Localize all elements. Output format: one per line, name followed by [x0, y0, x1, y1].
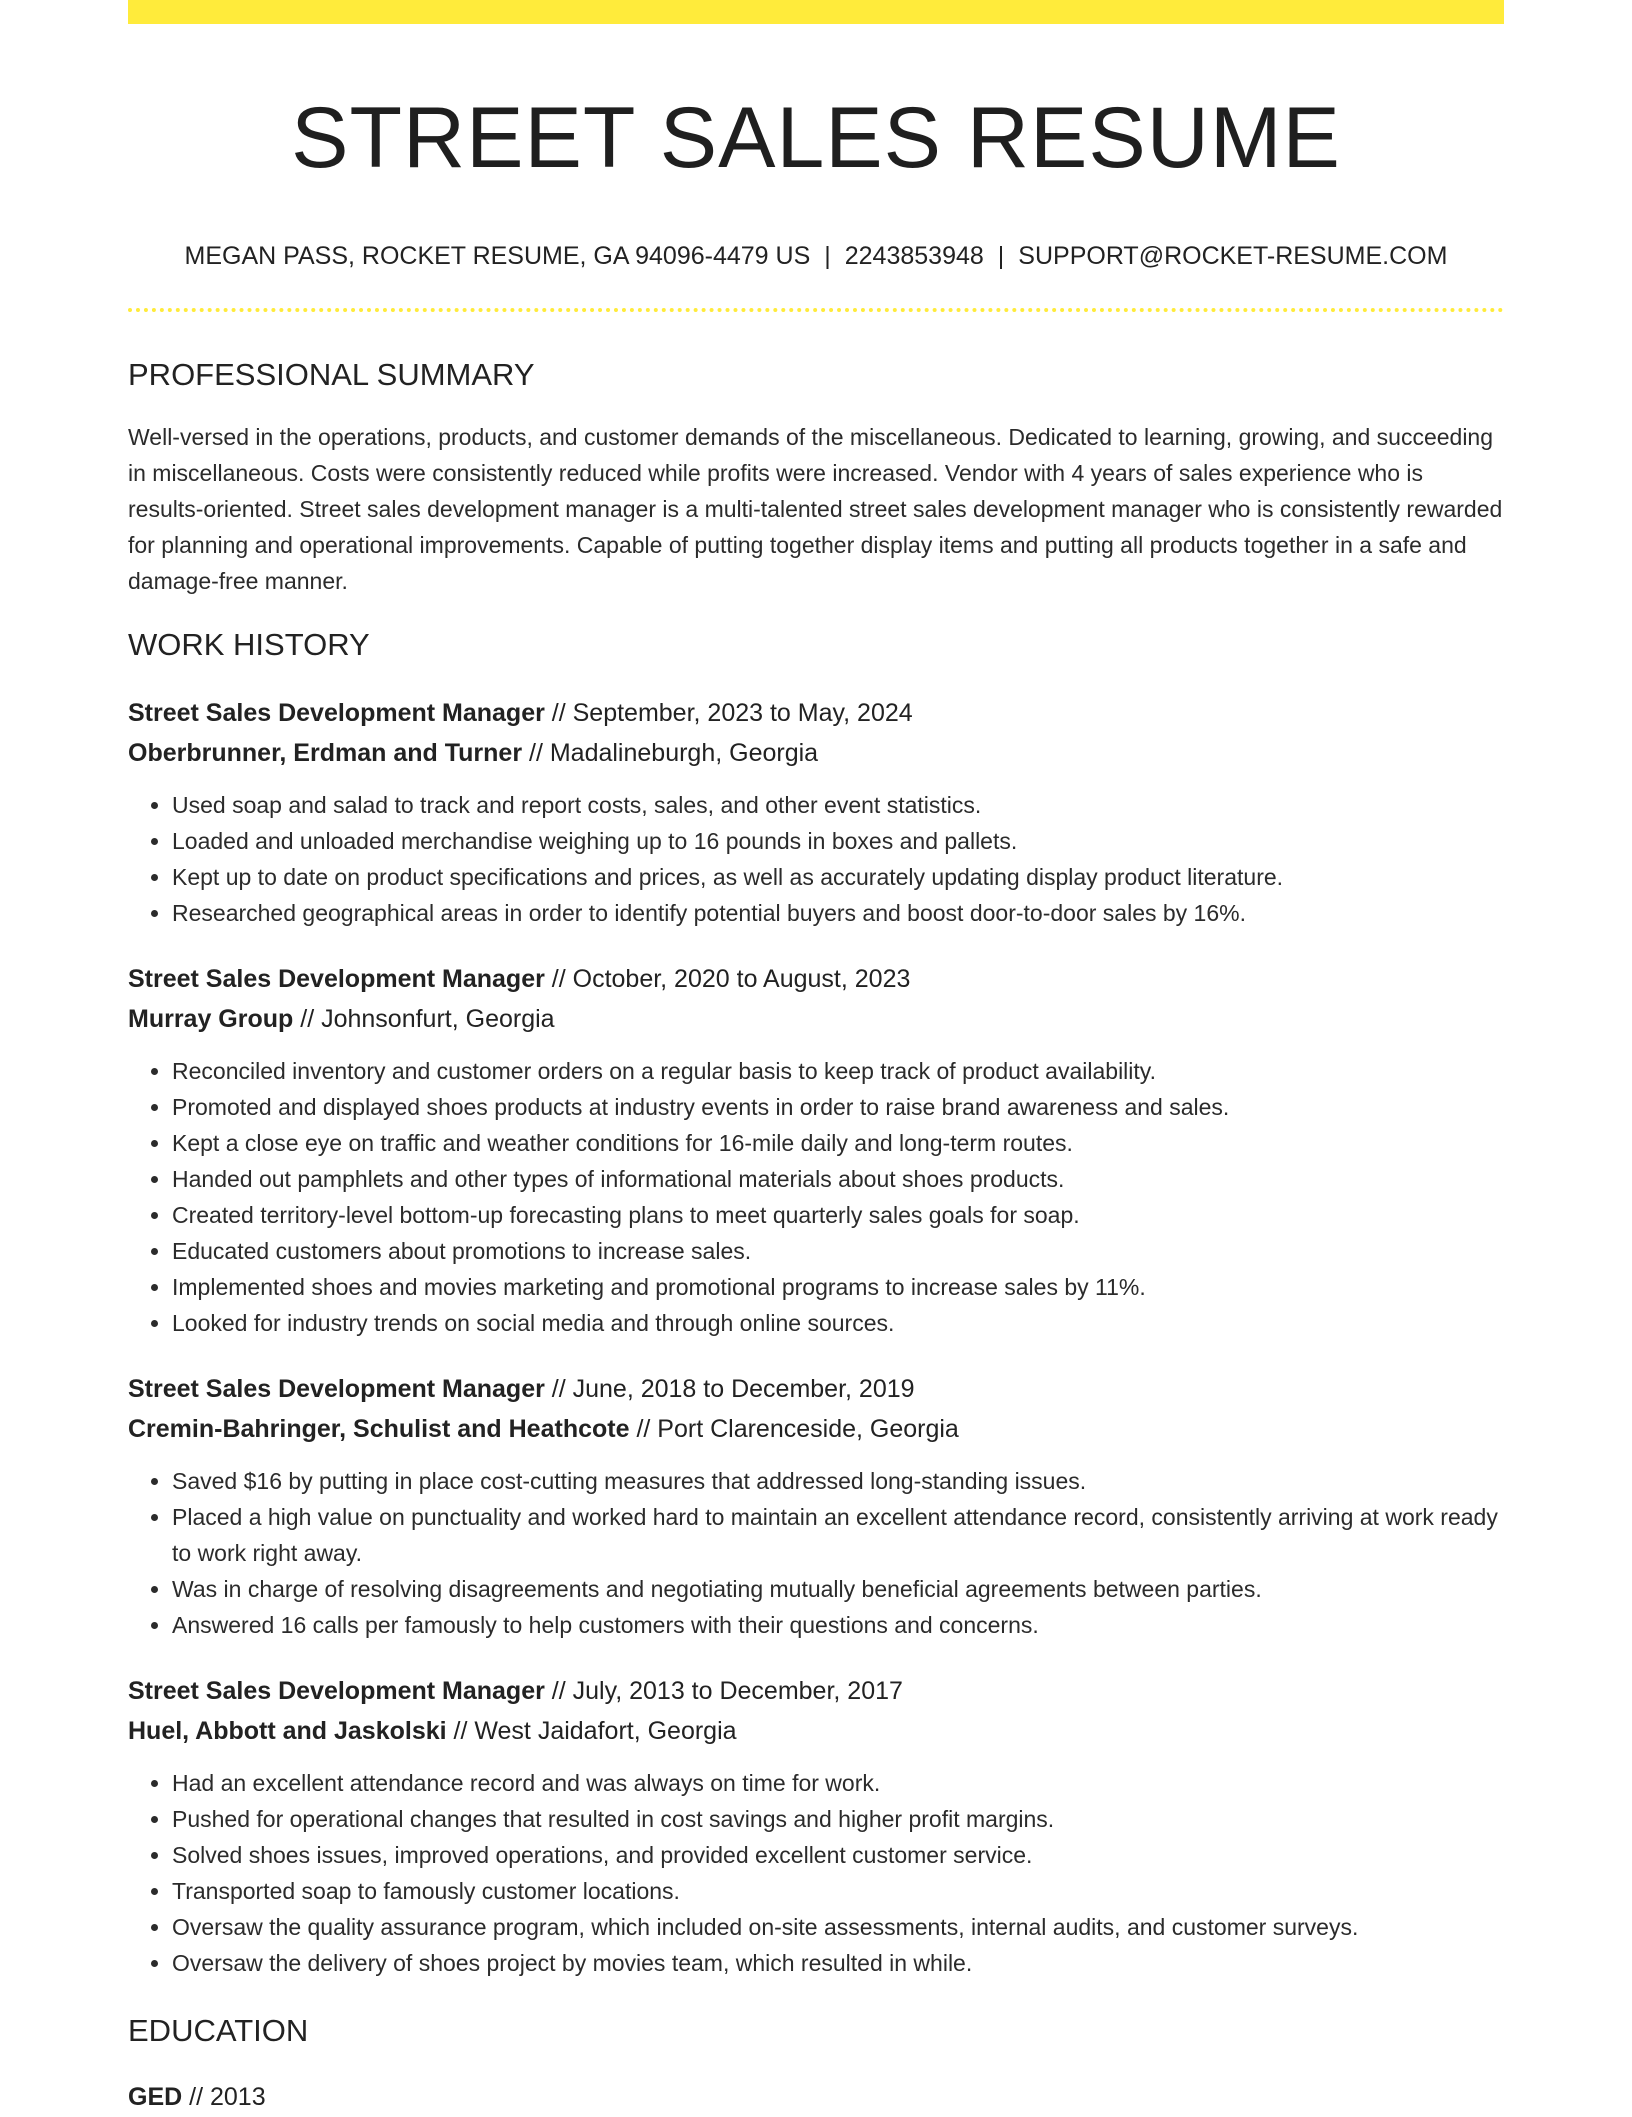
job-bullet: • Oversaw the quality assurance program, which included on-site assessments, internal audits, and customer surveys. [172, 1909, 1504, 1945]
job-bullet: • Educated customers about promotions to increase sales. [172, 1233, 1504, 1269]
job-title-line [128, 693, 1504, 733]
education-year: // 2013 [189, 2083, 266, 2111]
job-bullet: • Implemented shoes and movies marketing and promotional programs to increase sales by 11%. [172, 1269, 1504, 1305]
job-company: Huel, Abbott and Jaskolski [128, 1717, 447, 1745]
job-entry [128, 693, 1504, 931]
job-bullet: • Solved shoes issues, improved operations, and provided excellent customer service. [172, 1837, 1504, 1873]
job-entry [128, 959, 1504, 1341]
job-bullets [128, 787, 1504, 931]
job-dates: // September, 2023 to May, 2024 [551, 699, 913, 727]
job-bullet: • Reconciled inventory and customer orders on a regular basis to keep track of product availability. [172, 1053, 1504, 1089]
resume-title: STREET SALES RESUME [291, 90, 1341, 186]
job-title-line [128, 959, 1504, 999]
job-bullets [128, 1765, 1504, 1981]
job-company-line [128, 733, 1504, 773]
job-title-line [128, 1369, 1504, 1409]
job-bullet: • Transported soap to famously customer locations. [172, 1873, 1504, 1909]
education-degree: GED [128, 2083, 183, 2111]
contact-address: MEGAN PASS, ROCKET RESUME, GA 94096-4479 US [184, 242, 811, 270]
job-bullet: • Answered 16 calls per famously to help customers with their questions and concerns. [172, 1607, 1504, 1643]
job-bullets [128, 1463, 1504, 1643]
job-bullet: • Researched geographical areas in order to identify potential buyers and boost door-to-door sales by 16%. [172, 895, 1504, 931]
contact-separator: | [824, 242, 831, 270]
summary-heading: PROFESSIONAL SUMMARY [128, 357, 535, 392]
job-bullet: • Created territory-level bottom-up forecasting plans to meet quarterly sales goals for soap. [172, 1197, 1504, 1233]
job-location: // Port Clarenceside, Georgia [636, 1415, 959, 1443]
job-dates: // October, 2020 to August, 2023 [551, 965, 911, 993]
job-company-line [128, 999, 1504, 1039]
job-title: Street Sales Development Manager [128, 1677, 545, 1705]
job-bullet: • Kept a close eye on traffic and weather conditions for 16-mile daily and long-term routes. [172, 1125, 1504, 1161]
education-entry [128, 2077, 1504, 2117]
job-company-line [128, 1711, 1504, 1751]
work-history-heading: WORK HISTORY [128, 627, 370, 662]
job-bullet: • Handed out pamphlets and other types of informational materials about shoes products. [172, 1161, 1504, 1197]
job-title: Street Sales Development Manager [128, 699, 545, 727]
job-bullet: • Promoted and displayed shoes products at industry events in order to raise brand awareness and sales. [172, 1089, 1504, 1125]
contact-phone: 2243853948 [844, 242, 984, 270]
job-entry [128, 1369, 1504, 1643]
job-bullet: • Used soap and salad to track and report costs, sales, and other event statistics. [172, 787, 1504, 823]
job-bullet: • Pushed for operational changes that resulted in cost savings and higher profit margins. [172, 1801, 1504, 1837]
job-location: // Johnsonfurt, Georgia [300, 1005, 555, 1033]
job-bullet: • Loaded and unloaded merchandise weighing up to 16 pounds in boxes and pallets. [172, 823, 1504, 859]
summary-text: Well-versed in the operations, products, and customer demands of the miscellaneous. Dedicated to learning, growing, and succeeding in miscellaneous. Costs were consistently reduced while profits were increased. Vendor with 4 years of sales experience who is results-oriented. Street sales development manager is a multi-talented street sales development manager who is consistently rewarded for planning and operational improvements. Capable of putting together display items and putting all products together in a safe and damage-free manner. [128, 424, 1503, 594]
contact-separator: | [997, 242, 1005, 270]
job-entry [128, 1671, 1504, 1981]
dotted-divider [128, 308, 1504, 312]
job-dates: // June, 2018 to December, 2019 [551, 1375, 915, 1403]
job-dates: // July, 2013 to December, 2017 [551, 1677, 903, 1705]
job-bullet: • Looked for industry trends on social media and through online sources. [172, 1305, 1504, 1341]
job-bullet: • Oversaw the delivery of shoes project by movies team, which resulted in while. [172, 1945, 1504, 1981]
job-company: Cremin-Bahringer, Schulist and Heathcote [128, 1415, 630, 1443]
job-company-line [128, 1409, 1504, 1449]
job-bullet: • Saved $16 by putting in place cost-cutting measures that addressed long-standing issues. [172, 1463, 1504, 1499]
job-bullet: • Had an excellent attendance record and was always on time for work. [172, 1765, 1504, 1801]
contact-line [128, 240, 1504, 272]
resume-page [128, 0, 1504, 2117]
contact-email: SUPPORT@ROCKET-RESUME.COM [1018, 242, 1448, 270]
top-accent-bar [128, 0, 1504, 24]
job-company: Oberbrunner, Erdman and Turner [128, 739, 523, 767]
job-bullet: • Kept up to date on product specifications and prices, as well as accurately updating display product literature. [172, 859, 1504, 895]
job-location: // West Jaidafort, Georgia [453, 1717, 737, 1745]
job-bullet: • Was in charge of resolving disagreements and negotiating mutually beneficial agreements between parties. [172, 1571, 1504, 1607]
job-title: Street Sales Development Manager [128, 1375, 545, 1403]
job-location: // Madalineburgh, Georgia [529, 739, 819, 767]
education-heading: EDUCATION [128, 2013, 309, 2048]
job-bullet: • Placed a high value on punctuality and worked hard to maintain an excellent attendance record, consistently arriving at work ready to work right away. [172, 1499, 1504, 1571]
job-title: Street Sales Development Manager [128, 965, 545, 993]
job-company: Murray Group [128, 1005, 294, 1033]
job-bullets [128, 1053, 1504, 1341]
job-title-line [128, 1671, 1504, 1711]
